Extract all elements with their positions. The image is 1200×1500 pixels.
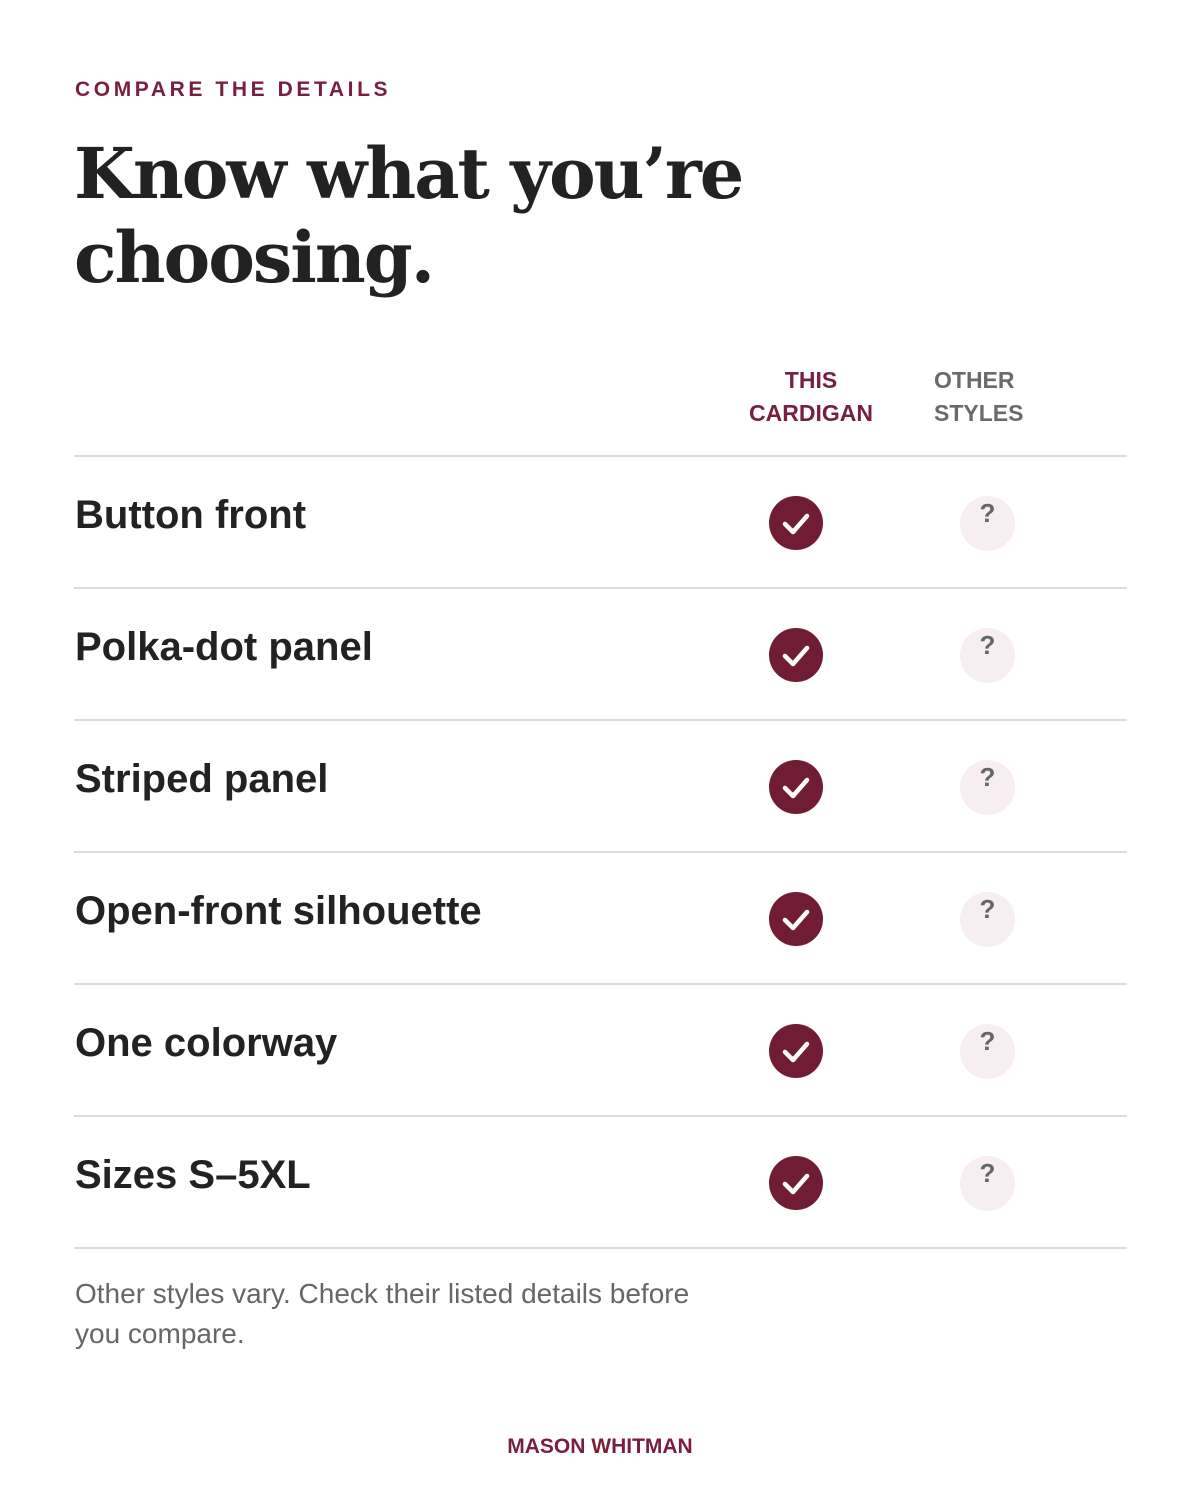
table-row	[74, 721, 1127, 853]
question-mark-icon: ?	[960, 1156, 1015, 1211]
feature-label: Button front	[75, 493, 307, 537]
check-icon	[769, 760, 823, 814]
column-header-other-styles	[934, 364, 1023, 430]
feature-label: Striped panel	[75, 757, 329, 801]
brand-name: MASON WHITMAN	[507, 1435, 693, 1458]
feature-label: One colorway	[75, 1021, 338, 1065]
question-mark-icon: ?	[960, 496, 1015, 551]
column-header-other-line-1: OTHER	[934, 367, 1015, 393]
question-mark-icon: ?	[960, 628, 1015, 683]
question-mark-icon: ?	[960, 760, 1015, 815]
question-mark-icon: ?	[960, 892, 1015, 947]
question-mark-icon: ?	[960, 1024, 1015, 1079]
eyebrow-label: COMPARE THE DETAILS	[75, 78, 392, 101]
check-icon	[769, 628, 823, 682]
feature-label: Sizes S–5XL	[75, 1153, 311, 1197]
column-header-this-cardigan	[731, 364, 891, 430]
check-icon	[769, 892, 823, 946]
column-header-this-line-2: CARDIGAN	[749, 400, 873, 426]
table-row	[74, 853, 1127, 985]
check-icon	[769, 1024, 823, 1078]
table-row	[74, 1117, 1127, 1249]
column-header-this-line-1: THIS	[784, 367, 838, 393]
table-row	[74, 589, 1127, 721]
check-icon	[769, 1156, 823, 1210]
table-row	[74, 985, 1127, 1117]
comparison-table	[74, 455, 1127, 1249]
feature-label: Open-front silhouette	[75, 889, 482, 933]
page-title: Know what you’re choosing.	[74, 132, 743, 299]
column-header-other-line-2: STYLES	[934, 400, 1024, 426]
feature-label: Polka-dot panel	[75, 625, 373, 669]
check-icon	[769, 496, 823, 550]
table-row	[74, 457, 1127, 589]
footnote: Other styles vary. Check their listed details before you compare.	[75, 1278, 690, 1349]
